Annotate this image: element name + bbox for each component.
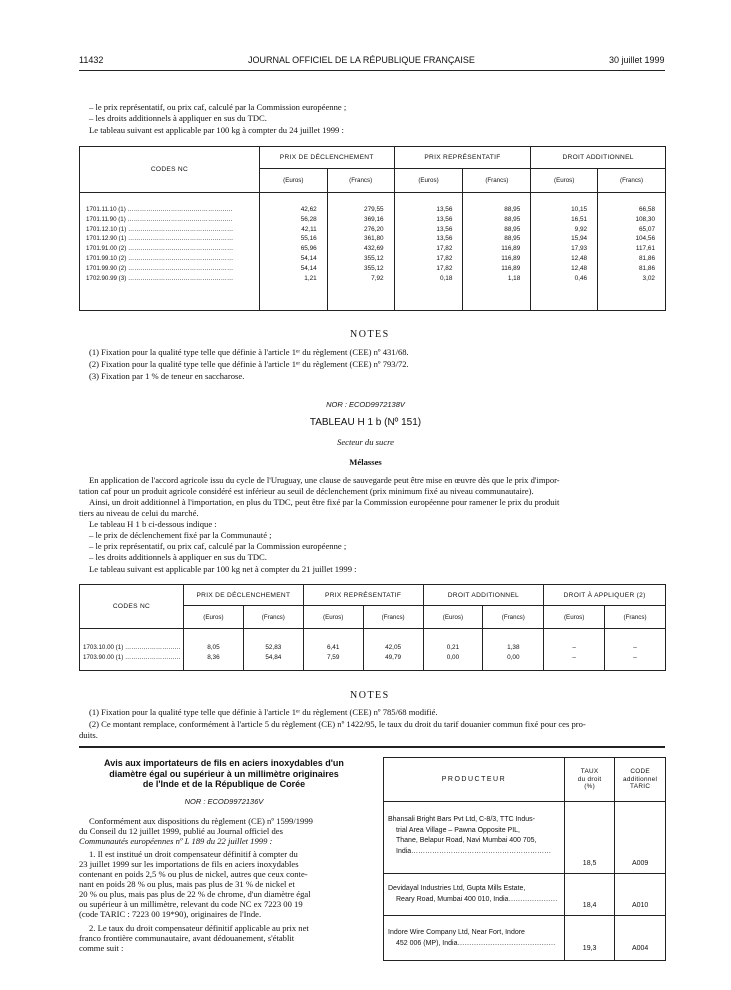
value-cell: 65,96	[300, 245, 317, 253]
note-item: (2) Ce montant remplace, conformément à l'article 5 du règlement (CE) nº 1422/95, le taux du droit du tarif douanier commun fixé pour ces pro-	[89, 719, 586, 729]
note-item: (1) Fixation pour la qualité type telle que définie à l'article 1ᵉʳ du règlement (CEE) nº 431/68.	[89, 347, 409, 357]
value-cell: 432,69	[364, 245, 384, 253]
avis-line: franco frontière communautaire, avant dédouanement, s'établit	[79, 933, 295, 943]
code-cell: 1703.90.00 (1) ………………………	[83, 653, 181, 661]
avis-line: (code TARIC : 7223 00 19*90), originaires de l'Inde.	[79, 909, 262, 919]
value-cell: –	[633, 644, 637, 651]
avis-nor: NOR : ECOD9972136V	[184, 797, 264, 806]
issue-date: 30 juillet 1999	[609, 55, 665, 65]
paragraph-line: tiers au niveau de celui du marché.	[79, 508, 199, 518]
code-cell: 1703.10.00 (1) ………………………	[83, 644, 181, 651]
code-cell: 1701.99.90 (2) ……………………………………………	[86, 264, 234, 272]
value-cell: 16,51	[571, 215, 588, 223]
producer-line: Bhansali Bright Bars Pvt Ltd, C-8/3, TTC Indus-	[388, 816, 535, 823]
avis-title	[79, 758, 369, 790]
value-cell: 88,95	[504, 225, 521, 233]
value-cell: 279,55	[364, 206, 384, 213]
value-cell: 7,92	[371, 274, 384, 282]
value-cell: 81,86	[639, 264, 655, 272]
value-cell: 116,89	[501, 264, 521, 272]
producer-cell	[384, 802, 565, 874]
note-item: (2) Fixation pour la qualité type telle que définie à l'article 1ᵉʳ du règlement (CEE) nº 793/72.	[89, 359, 409, 369]
rate-header-line: TAUX	[580, 768, 599, 776]
page-number: 11432	[79, 55, 104, 65]
value-cell: 55,16	[300, 235, 317, 243]
value-cell: 13,56	[436, 206, 453, 213]
code-cell: 1701.12.90 (1) ……………………………………………	[86, 235, 234, 243]
paragraph-line: tation caf pour un produit agricole considéré est inférieur au seuil de déclenchement (prix minimum fixé au niveau communautaire).	[79, 486, 534, 496]
value-cell: 1,21	[304, 274, 317, 282]
value-cell: 1,18	[507, 274, 521, 282]
paragraph-line: – le prix de déclenchement fixé par la Communauté ;	[89, 530, 272, 540]
producer-line: India……………………………………………………	[396, 847, 552, 855]
unit-header: (Francs)	[327, 169, 394, 193]
value-cell: 17,82	[436, 254, 453, 262]
intro-line: – le prix représentatif, ou prix caf, calculé par la Commission européenne ;	[89, 102, 347, 112]
producer-line: trial Area Village – Pawna Opposite PIL,	[396, 826, 521, 834]
paragraph-line: Ainsi, un droit additionnel à l'importation, en plus du TDC, peut être fixé par la Commission européenne pour ramener le prix du produit	[89, 497, 560, 507]
producer-cell	[384, 916, 565, 961]
paragraph-line: – les droits additionnels à appliquer en sus du TDC.	[89, 552, 267, 562]
tableau-title: TABLEAU H 1 b (Nº 151)	[309, 417, 422, 428]
producer-table	[383, 757, 666, 961]
avis-paragraph	[79, 923, 368, 953]
codes-column	[80, 629, 184, 671]
code-cell: 1701.11.10 (1) ……………………………………………	[86, 206, 233, 213]
value-cell: 369,16	[364, 215, 384, 223]
value-cell: –	[572, 653, 576, 661]
rate-header	[564, 758, 614, 802]
avis-title-line: diamètre égal ou supérieur à un millimètre originaires	[109, 768, 339, 779]
value-cell: 9,92	[574, 225, 588, 233]
paragraph-line: Le tableau H 1 b ci-dessous indique :	[89, 519, 217, 529]
unit-header: (Euros)	[544, 606, 605, 629]
rate-header-line: du droit	[577, 775, 602, 783]
value-cell: 104,56	[635, 235, 655, 243]
avis-title-line: Avis aux importateurs de fils en aciers inoxydables d'un	[104, 758, 344, 768]
intro-line: Le tableau suivant est applicable par 100 kg à compter du 24 juillet 1999 :	[89, 125, 344, 135]
value-cell: 54,14	[300, 264, 317, 272]
value-cell: 17,82	[436, 264, 453, 272]
group-header: DROIT ADDITIONNEL	[423, 585, 544, 606]
tariff-table-molasses	[79, 584, 666, 671]
value-cell: 0,46	[574, 274, 588, 282]
unit-header: (Euros)	[531, 169, 598, 193]
value-cell: 12,48	[571, 254, 588, 262]
taric-header-line: additionnel	[623, 775, 658, 783]
codes-column	[80, 193, 260, 311]
taric-header-line: TARIC	[630, 783, 651, 791]
rate-header-line: (%)	[584, 783, 596, 791]
unit-header: (Euros)	[259, 169, 327, 193]
value-column	[363, 629, 423, 671]
intro-line: – les droits additionnels à appliquer en sus du TDC.	[89, 113, 267, 123]
value-cell: 6,41	[326, 644, 340, 651]
avis-line: ou supérieur à un millimètre, relevant du code NC ex 7223 00 19	[79, 899, 303, 909]
avis-line: Conformément aux dispositions du règlement (CE) nº 1599/1999	[89, 816, 313, 826]
taric-cell: A010	[615, 874, 666, 916]
unit-header: (Euros)	[303, 606, 363, 629]
note-item: (3) Fixation par 1 % de teneur en saccharose.	[89, 371, 245, 381]
value-column	[423, 629, 483, 671]
value-cell: 52,83	[265, 644, 282, 651]
unit-header: (Francs)	[243, 606, 303, 629]
value-cell: 49,79	[385, 653, 402, 661]
producer-cell	[384, 874, 565, 916]
value-column	[598, 193, 666, 311]
unit-header: (Euros)	[394, 169, 463, 193]
unit-header: (Francs)	[605, 606, 666, 629]
journal-title: JOURNAL OFFICIEL DE LA RÉPUBLIQUE FRANÇAISE	[248, 55, 475, 65]
value-cell: 17,93	[571, 245, 588, 253]
value-column	[544, 629, 605, 671]
value-cell: 0,00	[507, 653, 520, 661]
code-cell: 1702.90.99 (3) ……………………………………………	[86, 274, 234, 282]
rate-cell: 19,3	[564, 916, 614, 961]
value-cell: 1,38	[507, 644, 520, 651]
taric-header-line: CODE	[630, 768, 650, 776]
value-cell: 8,05	[207, 644, 220, 651]
value-cell: 108,30	[635, 215, 655, 223]
avis-line: Communautés européennes nº L 189 du 22 juillet 1999 :	[79, 836, 273, 846]
value-cell: 355,12	[364, 264, 384, 272]
value-column	[531, 193, 598, 311]
tariff-table-sugar	[79, 146, 666, 311]
value-cell: 0,21	[446, 644, 460, 651]
unit-header: (Euros)	[183, 606, 243, 629]
unit-header: (Francs)	[598, 169, 666, 193]
notes-title: NOTES	[350, 690, 390, 701]
value-cell: –	[572, 644, 576, 651]
paragraph-line: En application de l'accord agricole issu du cycle de l'Uruguay, une clause de sauvegarde peut être mise en œuvre dès que le prix d'impor-	[89, 475, 560, 485]
value-cell: 355,12	[364, 254, 384, 262]
value-cell: 88,95	[504, 235, 521, 243]
value-column	[259, 193, 327, 311]
unit-header: (Euros)	[423, 606, 483, 629]
avis-line: comme suit :	[79, 943, 124, 953]
code-cell: 1701.11.90 (1) ……………………………………………	[86, 215, 233, 223]
value-cell: 54,14	[300, 254, 317, 262]
value-column	[463, 193, 531, 311]
section-rule	[79, 746, 665, 748]
group-header: DROIT ADDITIONNEL	[531, 147, 666, 169]
value-cell: 54,84	[265, 653, 282, 661]
notes-title: NOTES	[350, 329, 390, 340]
avis-line: 23 juillet 1999 sur les importations de fils en aciers inoxydables	[79, 859, 299, 869]
rate-cell: 18,5	[564, 802, 614, 874]
producer-line: Devidayal Industries Ltd, Gupta Mills Estate,	[388, 885, 526, 892]
nor-reference: NOR : ECOD9972138V	[326, 400, 405, 409]
code-cell: 1701.99.10 (2) ……………………………………………	[86, 254, 234, 262]
value-cell: 13,56	[436, 225, 453, 233]
avis-line: 2. Le taux du droit compensateur définitif applicable au prix net	[89, 923, 309, 933]
avis-line: 1. Il est institué un droit compensateur définitif à compter du	[89, 849, 298, 859]
value-cell: 88,95	[504, 206, 521, 213]
value-column	[183, 629, 243, 671]
value-column	[483, 629, 544, 671]
producer-line: 452 006 (MP), India……………………………………	[396, 939, 556, 947]
header-rule	[79, 70, 665, 71]
value-cell: 65,07	[639, 225, 655, 233]
group-header: PRIX DE DÉCLENCHEMENT	[183, 585, 303, 606]
product-title: Mélasses	[349, 457, 382, 467]
value-cell: 116,89	[501, 245, 521, 253]
value-cell: 81,86	[639, 254, 655, 262]
producer-line: Indore Wire Company Ltd, Near Fort, Indore	[388, 929, 525, 936]
avis-line: contenant en poids 2,5 % ou plus de nickel, autres que ceux conte-	[79, 869, 308, 879]
sector-title: Secteur du sucre	[337, 437, 394, 447]
code-cell: 1701.12.10 (1) ……………………………………………	[86, 225, 234, 233]
codes-header: CODES NC	[80, 585, 184, 629]
rate-cell: 18,4	[564, 874, 614, 916]
producer-line: Reary Road, Mumbai 400 010, India…………………	[396, 895, 558, 903]
group-header: PRIX REPRÉSENTATIF	[394, 147, 531, 169]
value-cell: 66,58	[639, 206, 655, 213]
taric-header	[615, 758, 666, 802]
note-item: duits.	[79, 730, 98, 740]
taric-cell: A004	[615, 916, 666, 961]
value-cell: 117,61	[635, 245, 655, 253]
value-cell: 116,89	[501, 254, 521, 262]
paragraph-line: – le prix représentatif, ou prix caf, calculé par la Commission européenne ;	[89, 541, 347, 551]
value-cell: 276,20	[364, 225, 384, 233]
value-column	[327, 193, 394, 311]
value-cell: 42,05	[385, 644, 402, 651]
avis-paragraph	[79, 849, 368, 919]
value-cell: 13,56	[436, 235, 453, 243]
producer-line: Thane, Belapur Road, Navi Mumbai 400 705,	[396, 837, 537, 844]
avis-line: nant en poids 28 % ou plus, mais pas plus de 31 % de nickel et	[79, 879, 295, 889]
value-cell: 8,36	[207, 653, 220, 661]
value-cell: 0,18	[439, 274, 453, 282]
value-cell: 361,80	[364, 235, 384, 243]
value-cell: 13,56	[436, 215, 453, 223]
avis-line: 20 % ou plus, mais pas plus de 22 % de chrome, d'un diamètre égal	[79, 889, 311, 899]
value-column	[303, 629, 363, 671]
value-column	[243, 629, 303, 671]
group-header: DROIT À APPLIQUER (2)	[544, 585, 666, 606]
code-cell: 1701.91.00 (2) ……………………………………………	[86, 245, 234, 253]
value-cell: 3,02	[642, 274, 655, 282]
value-column	[605, 629, 666, 671]
value-cell: 17,82	[436, 245, 453, 253]
unit-header: (Francs)	[363, 606, 423, 629]
value-cell: 12,48	[571, 264, 588, 272]
unit-header: (Francs)	[463, 169, 531, 193]
value-cell: 88,95	[504, 215, 521, 223]
value-cell: 7,59	[326, 653, 340, 661]
group-header: PRIX REPRÉSENTATIF	[303, 585, 423, 606]
unit-header: (Francs)	[483, 606, 544, 629]
avis-paragraph	[79, 816, 368, 846]
taric-cell: A009	[615, 802, 666, 874]
value-cell: 10,15	[571, 206, 588, 213]
producer-header: PRODUCTEUR	[384, 758, 565, 802]
paragraph-line: Le tableau suivant est applicable par 100 kg net à compter du 21 juillet 1999 :	[89, 564, 357, 574]
value-column	[394, 193, 463, 311]
value-cell: –	[633, 653, 637, 661]
codes-header: CODES NC	[80, 147, 260, 193]
value-cell: 0,00	[446, 653, 460, 661]
avis-line: du Conseil du 12 juillet 1999, publié au Journal officiel des	[79, 826, 283, 836]
group-header: PRIX DE DÉCLENCHEMENT	[259, 147, 394, 169]
value-cell: 15,94	[571, 235, 588, 243]
note-item: (1) Fixation pour la qualité type telle que définie à l'article 1ᵉʳ du règlement (CEE) nº 785/68 modifié.	[89, 707, 438, 717]
value-cell: 42,11	[301, 225, 317, 233]
avis-title-line: de l'Inde et de la République de Corée	[142, 779, 306, 789]
value-cell: 42,62	[300, 206, 317, 213]
value-cell: 56,28	[300, 215, 317, 223]
